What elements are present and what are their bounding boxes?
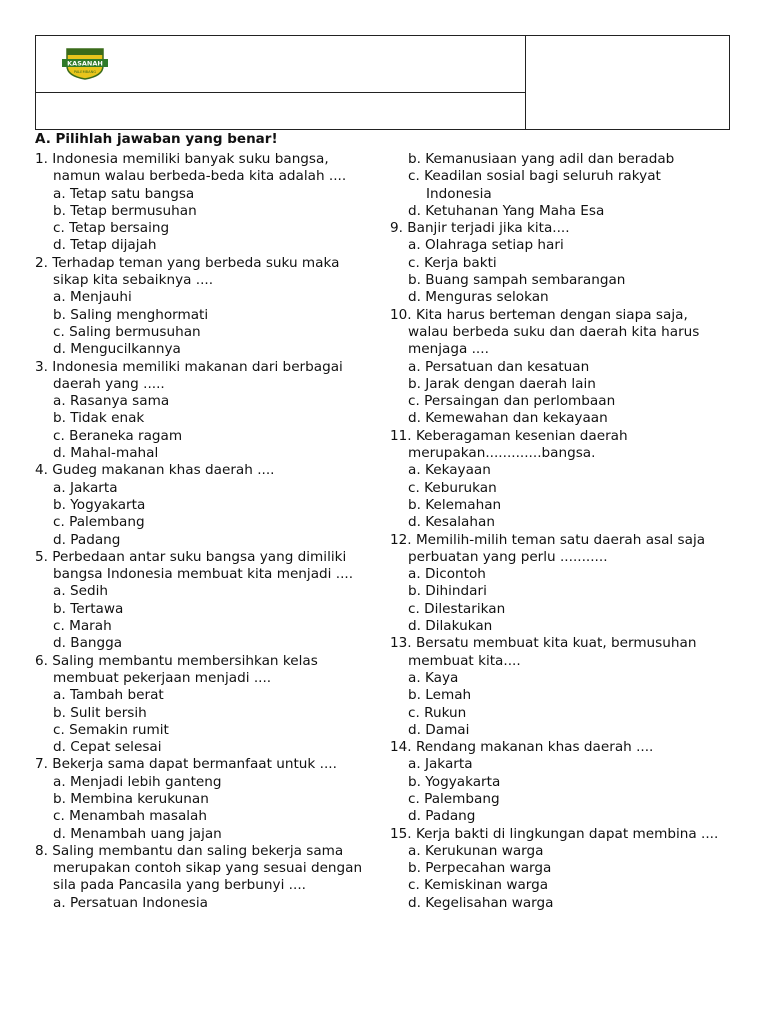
question-text-cont: bangsa Indonesia membuat kita menjadi .... [53,566,354,583]
answer-option: a. Kaya [408,669,459,686]
question-text: 3. Indonesia memiliki makanan dari berbagai [35,358,343,375]
header-score-cell [526,36,729,129]
question-text: 1. Indonesia memiliki banyak suku bangsa, [35,151,329,167]
answer-option: a. Tambah berat [53,687,164,704]
answer-option: c. Keadilan sosial bagi seluruh rakyat [408,168,661,185]
answer-option: c. Kerja bakti [408,254,497,271]
answer-option: b. Tertawa [53,600,124,617]
answer-option: d. Menambah uang jajan [53,825,222,842]
header-table [35,35,730,130]
answer-option: d. Kegelisahan warga [408,894,554,911]
answer-option: c. Rukun [408,704,467,721]
question-text: 15. Kerja bakti di lingkungan dapat membina .... [390,825,719,842]
answer-option: d. Mahal-mahal [53,445,159,462]
answer-option: d. Padang [53,531,121,548]
answer-option: b. Yogyakarta [53,496,146,513]
question-text-cont: walau berbeda suku dan daerah kita harus [408,323,700,340]
questions-left-column [35,151,380,912]
answer-option: d. Bangga [53,635,123,652]
answer-option: a. Kekayaan [408,462,491,479]
question-text: 13. Bersatu membuat kita kuat, bermusuhan [390,635,697,652]
logo-subtext: PALEMBANG [73,70,97,74]
answer-option: b. Buang sampah sembarangan [408,272,626,289]
answer-option: d. Menguras selokan [408,289,549,306]
answer-option: b. Tidak enak [53,410,145,427]
answer-option: a. Menjauhi [53,289,132,306]
answer-option: c. Persaingan dan perlombaan [408,393,616,410]
answer-option: d. Kemewahan dan kekayaan [408,410,608,427]
answer-option: c. Saling bermusuhan [53,323,201,340]
answer-option: d. Tetap dijajah [53,237,157,254]
answer-option: b. Tetap bermusuhan [53,202,197,219]
answer-option: a. Jakarta [408,756,473,773]
answer-option: c. Tetap bersaing [53,220,170,237]
answer-option: c. Palembang [408,790,500,807]
answer-option: a. Persatuan dan kesatuan [408,358,590,375]
answer-option: b. Jarak dengan daerah lain [408,375,596,392]
answer-option: a. Rasanya sama [53,393,170,410]
questions-right-column [390,151,740,912]
question-text-cont: merupakan.............bangsa. [408,445,596,462]
answer-option: d. Damai [408,721,470,738]
answer-option: a. Jakarta [53,479,118,496]
answer-option: a. Kerukunan warga [408,842,544,859]
answer-option: c. Dilestarikan [408,600,506,617]
logo-text: KASANAH [67,59,103,68]
answer-option: b. Kemanusiaan yang adil dan beradab [408,151,675,167]
answer-option: d. Padang [408,808,476,825]
question-text: 5. Perbedaan antar suku bangsa yang dimiliki [35,548,347,565]
answer-option: c. Beraneka ragam [53,427,183,444]
section-title: A. Pilihlah jawaban yang benar! [35,131,278,147]
header-logo-cell [36,36,526,93]
answer-option: b. Lemah [408,687,472,704]
school-logo [62,46,108,80]
answer-option: c. Menambah masalah [53,808,207,825]
question-text: 6. Saling membantu membersihkan kelas [35,652,318,669]
answer-option: d. Dilakukan [408,618,493,635]
answer-option: c. Keburukan [408,479,497,496]
answer-option: c. Palembang [53,514,145,531]
answer-option: d. Cepat selesai [53,739,162,756]
answer-option: c. Kemiskinan warga [408,877,549,894]
answer-option: b. Sulit bersih [53,704,147,721]
question-text: 8. Saling membantu dan saling bekerja sama [35,842,344,859]
header-info-cell [36,93,526,129]
answer-option: a. Persatuan Indonesia [53,894,209,911]
question-text: 10. Kita harus berteman dengan siapa saja, [390,306,688,323]
question-text-cont: namun walau berbeda-beda kita adalah .... [53,168,347,185]
answer-option: a. Menjadi lebih ganteng [53,773,222,790]
question-text-cont: menjaga .... [408,341,489,358]
answer-option: d. Mengucilkannya [53,341,181,358]
question-text-cont: membuat pekerjaan menjadi .... [53,669,272,686]
answer-option: b. Kelemahan [408,496,502,513]
answer-option: a. Dicontoh [408,566,486,583]
answer-option: b. Membina kerukunan [53,790,209,807]
question-text-cont: membuat kita.... [408,652,521,669]
answer-option: a. Sedih [53,583,108,600]
answer-option: a. Tetap satu bangsa [53,185,195,202]
question-text: 11. Keberagaman kesenian daerah [390,427,628,444]
answer-option: d. Ketuhanan Yang Maha Esa [408,202,605,219]
question-text-cont: sikap kita sebaiknya .... [53,272,214,289]
answer-option: b. Dihindari [408,583,487,600]
question-text-cont: daerah yang ..... [53,375,165,392]
answer-option: Indonesia [426,185,492,202]
answer-option: a. Olahraga setiap hari [408,237,564,254]
answer-option: b. Saling menghormati [53,306,209,323]
answer-option: d. Kesalahan [408,514,495,531]
question-text-cont: sila pada Pancasila yang berbunyi .... [53,877,306,894]
answer-option: c. Marah [53,618,112,635]
answer-option: c. Semakin rumit [53,721,169,738]
question-text: 12. Memilih-milih teman satu daerah asal saja [390,531,706,548]
question-text-cont: merupakan contoh sikap yang sesuai dengan [53,860,363,877]
question-text: 4. Gudeg makanan khas daerah .... [35,462,275,479]
question-text: 7. Bekerja sama dapat bermanfaat untuk .... [35,756,337,773]
answer-option: b. Yogyakarta [408,773,501,790]
question-text: 14. Rendang makanan khas daerah .... [390,739,654,756]
answer-option: b. Perpecahan warga [408,860,552,877]
question-text: 9. Banjir terjadi jika kita.... [390,220,570,237]
question-text: 2. Terhadap teman yang berbeda suku maka [35,254,340,271]
question-text-cont: perbuatan yang perlu ........... [408,548,608,565]
